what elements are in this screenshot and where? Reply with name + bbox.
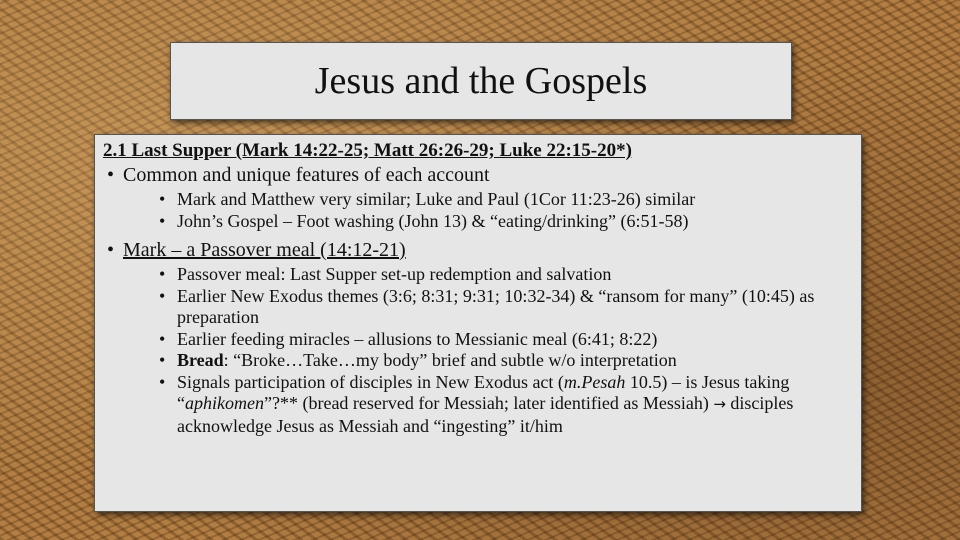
bullet-icon: •	[159, 371, 166, 392]
sub-list-item-text: Mark and Matthew very similar; Luke and Paul (1Cor 11:23-26) similar	[177, 189, 696, 209]
italic-term: m.Pesah	[563, 371, 626, 392]
section-heading: 2.1 Last Supper (Mark 14:22-25; Matt 26:26-29; Luke 22:15-20*)	[103, 140, 632, 161]
sub-list	[123, 189, 853, 232]
list-item-passover	[103, 238, 853, 437]
bullet-icon: •	[159, 189, 166, 209]
bullet-icon: •	[107, 239, 115, 261]
sub-list-item	[123, 329, 853, 351]
bullet-icon: •	[159, 350, 166, 370]
bullet-icon: •	[159, 210, 166, 231]
bullet-icon: •	[159, 264, 166, 284]
bullet-icon: •	[159, 328, 166, 349]
text-segment: Signals participation of disciples in New Exodus act (	[177, 371, 564, 392]
sub-list-item	[123, 350, 853, 372]
text-segment: disciples acknowledge Jesus as Messiah and “ingesting” it/him	[177, 393, 794, 436]
sub-list	[123, 264, 853, 437]
text-segment: 10.5) – is Jesus taking “	[177, 371, 790, 413]
sub-list-item	[123, 189, 853, 211]
sub-list-item	[123, 211, 853, 233]
content-box	[94, 134, 862, 512]
text-segment: ”?** (bread reserved for Messiah; later identified as Messiah)	[263, 393, 714, 413]
sub-list-item-text: Earlier feeding miracles – allusions to Messianic meal (6:41; 8:22)	[177, 328, 658, 349]
bullet-icon: •	[107, 164, 115, 186]
list-item-text: Mark – a Passover meal (14:12-21)	[123, 239, 406, 261]
bold-term: Bread	[177, 350, 224, 370]
sub-list-item-text: Passover meal: Last Supper set-up redemption and salvation	[177, 264, 612, 284]
list-item-text: Common and unique features of each account	[123, 164, 490, 186]
sub-list-item-text: : “Broke…Take…my body” brief and subtle w/o interpretation	[223, 350, 677, 370]
title-box	[170, 42, 792, 120]
main-list	[103, 163, 853, 437]
bullet-icon: •	[159, 285, 166, 306]
sub-list-item	[123, 264, 853, 286]
sub-list-item	[123, 286, 853, 329]
sub-list-item-text: John’s Gospel – Foot washing (John 13) & “eating/drinking” (6:51-58)	[177, 210, 689, 231]
sub-list-item	[123, 372, 853, 438]
italic-term: aphikomen	[185, 393, 264, 413]
list-item-common-features	[103, 163, 853, 232]
slide-title: Jesus and the Gospels	[314, 60, 648, 102]
sub-list-item-text: Earlier New Exodus themes (3:6; 8:31; 9:31; 10:32-34) & “ransom for many” (10:45) as preparation	[177, 285, 815, 327]
arrow-right-icon: →	[713, 395, 726, 413]
